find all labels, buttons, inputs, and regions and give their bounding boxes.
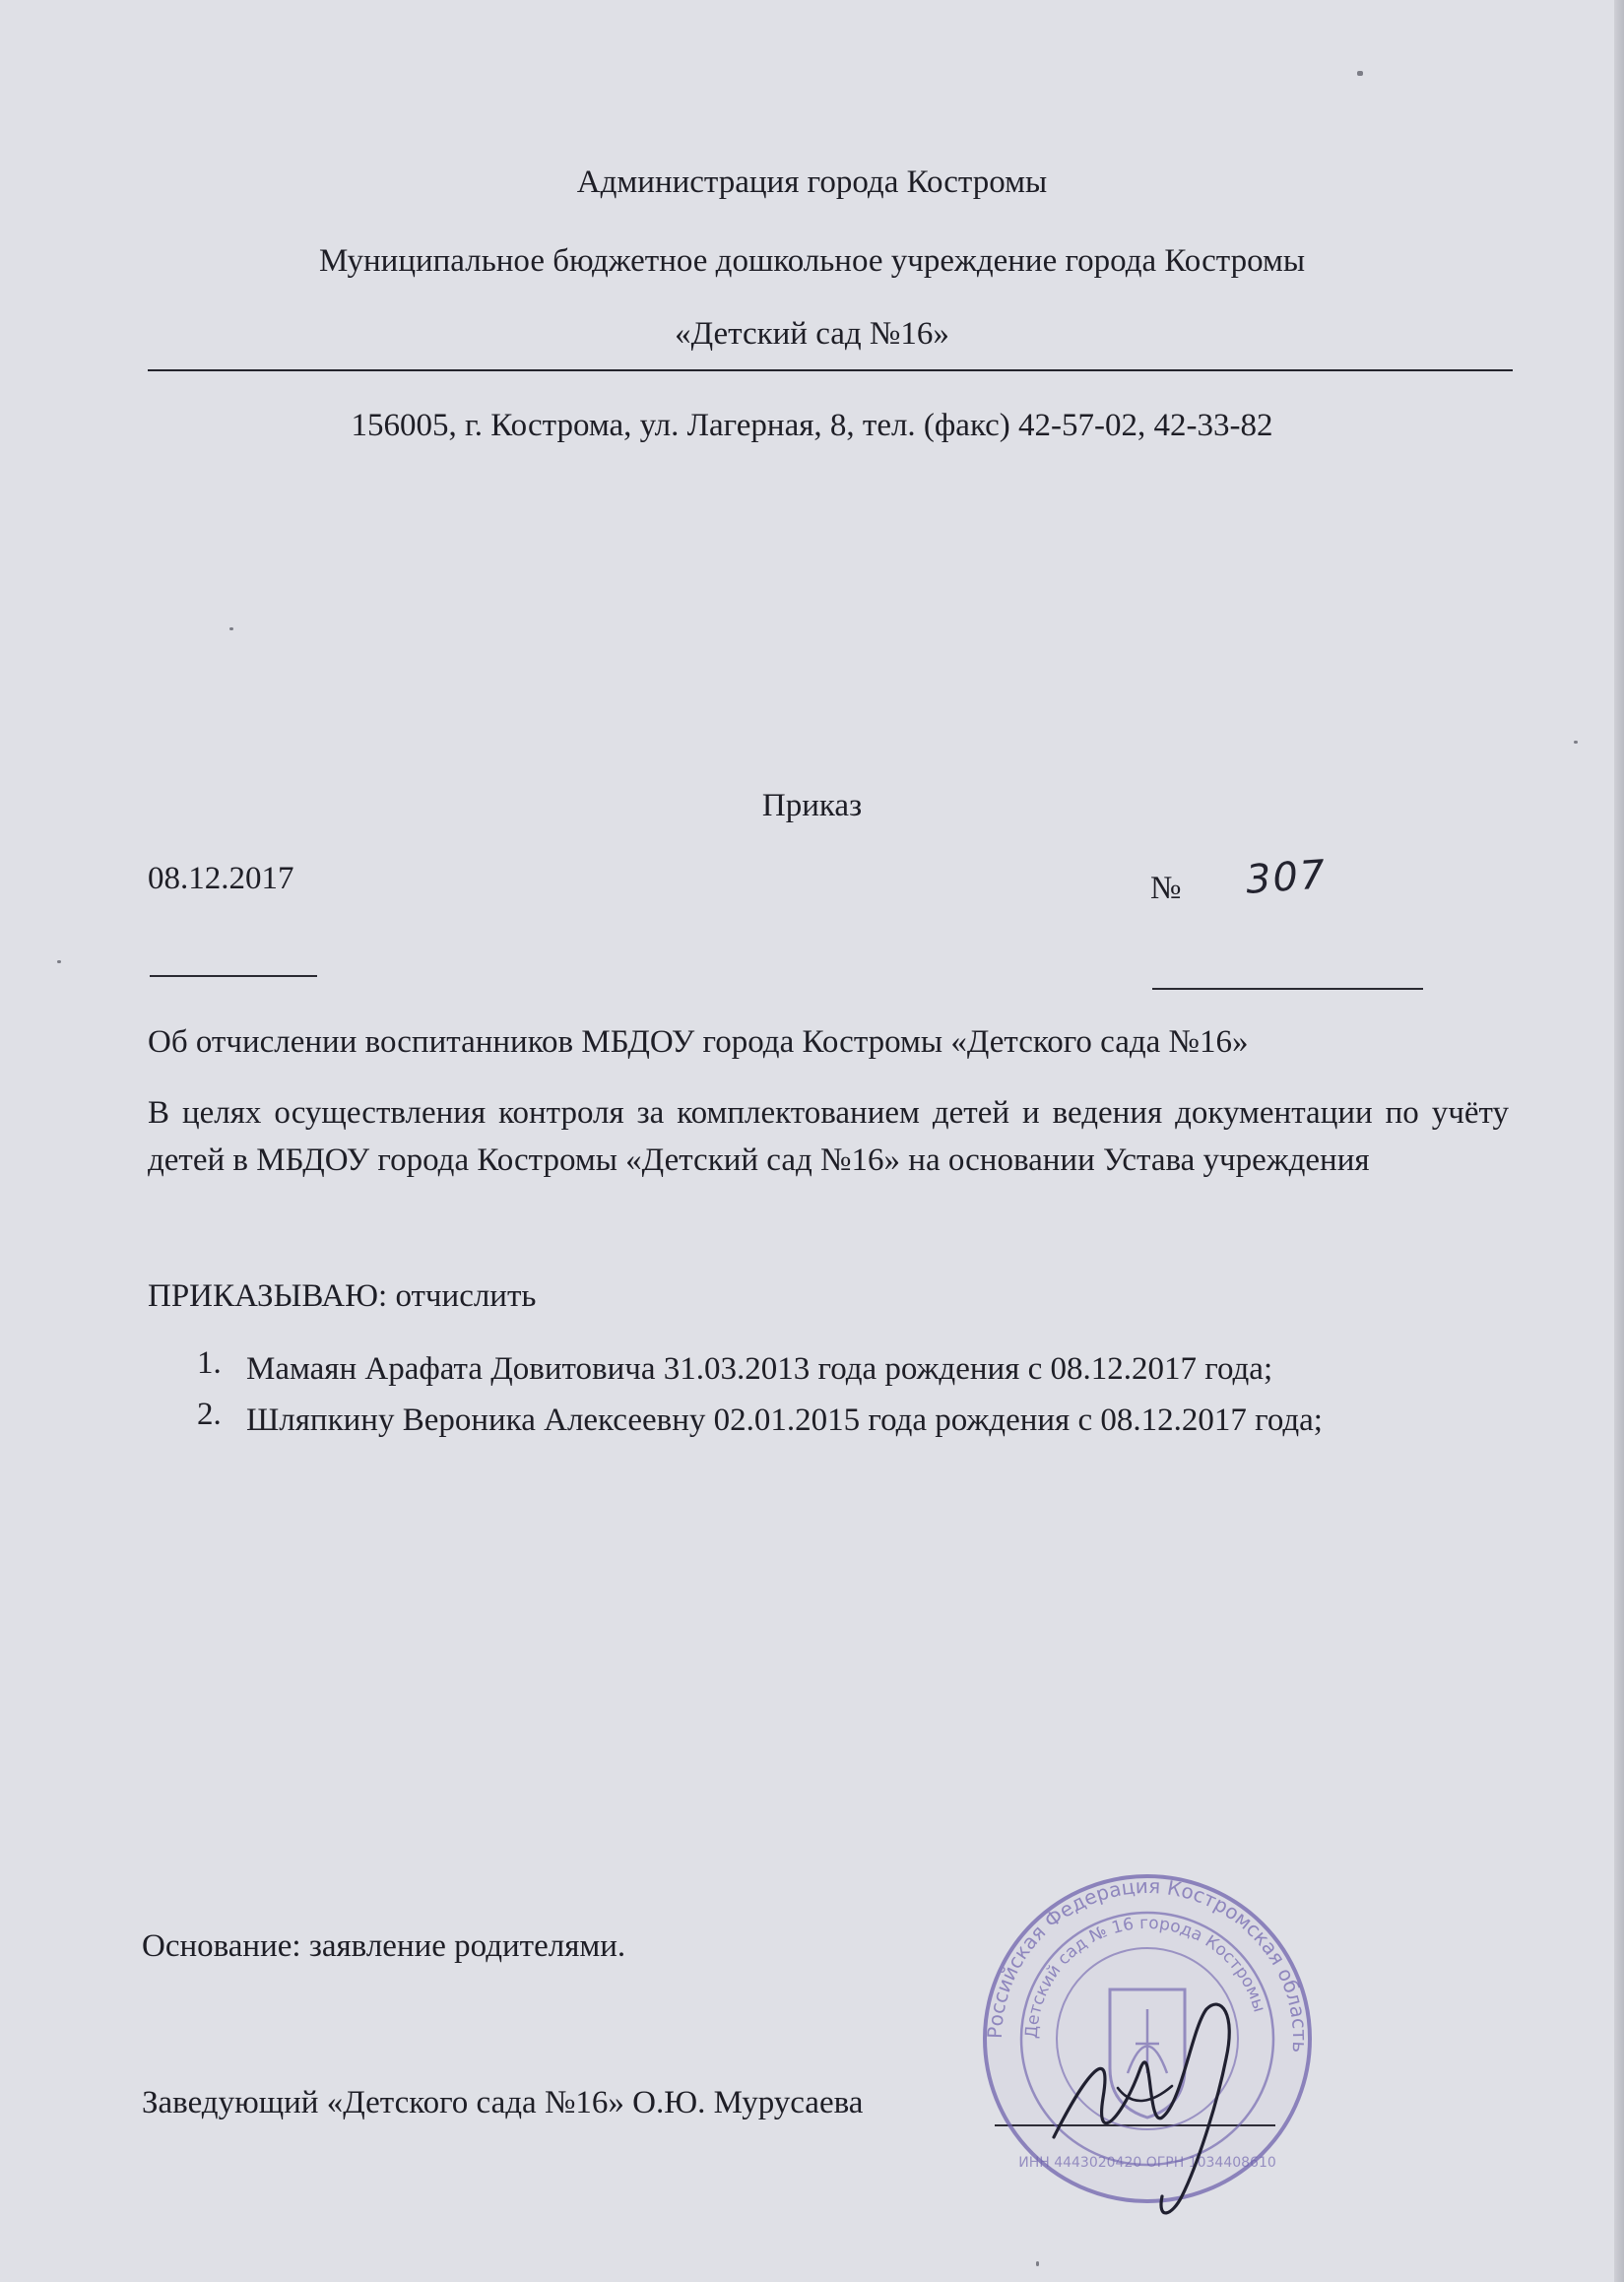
header-institution: Муниципальное бюджетное дошкольное учреждение города Костромы (318, 243, 1306, 279)
stamp-inner-text: Детский сад № 16 города Костромы (1021, 1913, 1269, 2040)
scan-speck (1036, 2261, 1039, 2266)
header-kindergarten-name: «Детский сад №16» (675, 316, 949, 352)
handwritten-signature (1024, 1970, 1280, 2226)
order-directive: ПРИКАЗЫВАЮ: отчислить (148, 1278, 537, 1314)
signatory-line: Заведующий «Детского сада №16» О.Ю. Мурусаева (142, 2085, 864, 2120)
order-number-label: № (1150, 871, 1182, 906)
header-administration: Администрация города Костромы (576, 164, 1048, 200)
list-item-number: 2. (197, 1397, 222, 1432)
scan-speck (1574, 741, 1578, 744)
scan-speck (229, 627, 233, 630)
stamp-outer-text: Российская Федерация Костромская область (982, 1873, 1313, 2054)
header-address: 156005, г. Кострома, ул. Лагерная, 8, тел. (факс) 42-57-02, 42-33-82 (351, 408, 1273, 443)
header-rule (148, 369, 1513, 371)
order-subject: Об отчислении воспитанников МБДОУ города Костромы «Детского сада №16» (148, 1024, 1249, 1060)
order-title: Приказ (761, 788, 863, 823)
order-date: 08.12.2017 (148, 861, 294, 896)
list-item-number: 1. (197, 1345, 222, 1381)
scan-speck (1357, 71, 1363, 76)
stamp-ids-text: ИНН 4443020420 ОГРН 1034408610 (1018, 2155, 1276, 2171)
list-item: Шляпкину Вероника Алексеевну 02.01.2015 года рождения с 08.12.2017 года; (246, 1402, 1323, 1438)
date-underline (150, 975, 317, 977)
number-underline (1152, 988, 1423, 990)
scan-speck (57, 960, 61, 963)
order-basis: Основание: заявление родителями. (142, 1928, 626, 1964)
order-preamble: В целях осуществления контроля за комплектованием детей и ведения документации по учёту детей в МБДОУ города Костромы «Детский сад №16» на основании Устава учреждения (148, 1095, 1509, 1178)
list-item: Мамаян Арафата Довитовича 31.03.2013 года рождения с 08.12.2017 года; (246, 1351, 1273, 1387)
order-number-handwritten: 307 (1244, 852, 1329, 903)
